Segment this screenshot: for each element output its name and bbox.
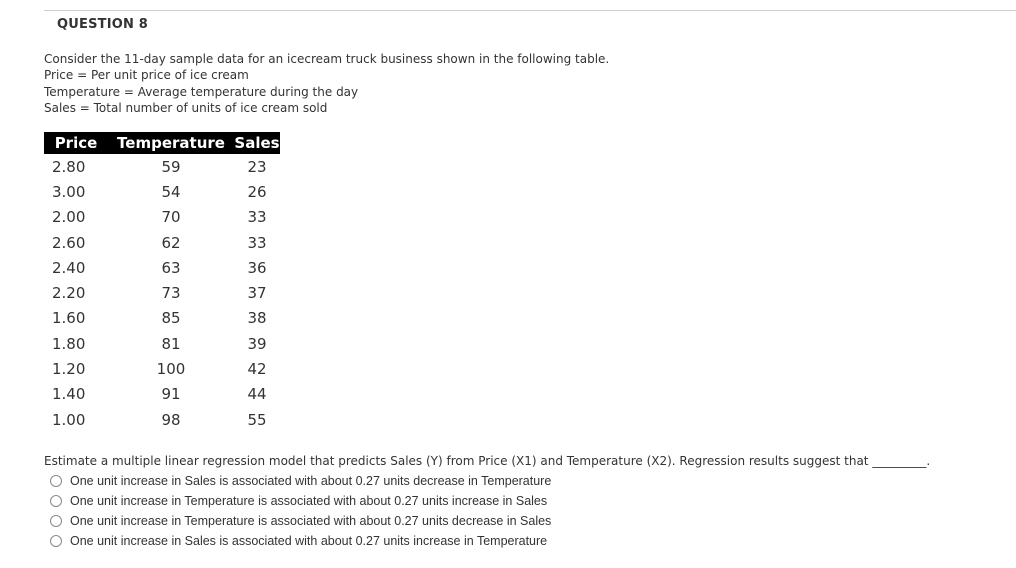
cell-price: 2.40 bbox=[52, 258, 86, 277]
cell-temperature: 98 bbox=[161, 410, 181, 429]
answer-option[interactable] bbox=[50, 511, 551, 531]
table-row bbox=[44, 382, 280, 407]
cell-sales: 44 bbox=[247, 385, 267, 404]
table-body bbox=[44, 154, 280, 432]
column-header-temperature: Temperature bbox=[108, 132, 234, 154]
cell-sales: 26 bbox=[247, 182, 267, 201]
table-row bbox=[44, 154, 280, 179]
cell-temperature: 70 bbox=[161, 208, 181, 227]
top-divider bbox=[44, 10, 1016, 11]
radio-button[interactable] bbox=[50, 495, 62, 507]
data-table bbox=[44, 132, 280, 432]
answer-option[interactable] bbox=[50, 531, 551, 551]
cell-price: 1.80 bbox=[52, 334, 86, 353]
cell-sales: 42 bbox=[247, 360, 267, 379]
table-row bbox=[44, 331, 280, 356]
radio-button[interactable] bbox=[50, 515, 62, 527]
cell-sales: 23 bbox=[247, 157, 267, 176]
cell-price: 2.80 bbox=[52, 157, 86, 176]
table-row bbox=[44, 407, 280, 432]
cell-temperature: 62 bbox=[161, 233, 181, 252]
question-prompt: Estimate a multiple linear regression model that predicts Sales (Y) from Price (X1) and Temperature (X2). Regression results suggest that _________. bbox=[44, 454, 931, 468]
table-row bbox=[44, 205, 280, 230]
cell-temperature: 85 bbox=[161, 309, 181, 328]
cell-price: 1.60 bbox=[52, 309, 86, 328]
column-header-price: Price bbox=[44, 132, 108, 154]
cell-temperature: 100 bbox=[156, 360, 186, 379]
question-title: QUESTION 8 bbox=[57, 17, 149, 32]
cell-sales: 38 bbox=[247, 309, 267, 328]
answer-option-label: One unit increase in Sales is associated with about 0.27 units increase in Temperature bbox=[70, 534, 548, 548]
cell-price: 1.40 bbox=[52, 385, 86, 404]
intro-line: Consider the 11-day sample data for an icecream truck business shown in the following table. bbox=[44, 52, 610, 66]
table-row bbox=[44, 230, 280, 255]
table-row bbox=[44, 179, 280, 204]
radio-button[interactable] bbox=[50, 475, 62, 487]
cell-price: 2.60 bbox=[52, 233, 86, 252]
cell-sales: 39 bbox=[247, 334, 267, 353]
cell-price: 2.00 bbox=[52, 208, 86, 227]
answer-option[interactable] bbox=[50, 471, 551, 491]
answer-option-label: One unit increase in Temperature is associated with about 0.27 units decrease in Sales bbox=[70, 514, 552, 528]
cell-temperature: 63 bbox=[161, 258, 181, 277]
answer-option[interactable] bbox=[50, 491, 551, 511]
cell-temperature: 91 bbox=[161, 385, 181, 404]
table-row bbox=[44, 306, 280, 331]
table-row bbox=[44, 356, 280, 381]
column-header-sales: Sales bbox=[234, 134, 280, 152]
table-row bbox=[44, 280, 280, 305]
answer-option-label: One unit increase in Sales is associated with about 0.27 units decrease in Temperature bbox=[70, 474, 552, 488]
cell-price: 3.00 bbox=[52, 182, 86, 201]
cell-temperature: 59 bbox=[161, 157, 181, 176]
cell-sales: 33 bbox=[247, 208, 267, 227]
question-intro bbox=[44, 51, 609, 116]
cell-sales: 33 bbox=[247, 233, 267, 252]
table-row bbox=[44, 255, 280, 280]
answer-option-label: One unit increase in Temperature is associated with about 0.27 units increase in Sales bbox=[70, 494, 548, 508]
answer-options bbox=[50, 471, 551, 551]
radio-button[interactable] bbox=[50, 535, 62, 547]
cell-sales: 36 bbox=[247, 258, 267, 277]
cell-temperature: 81 bbox=[161, 334, 181, 353]
intro-line: Temperature = Average temperature during the day bbox=[44, 84, 359, 99]
cell-sales: 55 bbox=[247, 410, 267, 429]
intro-line: Sales = Total number of units of ice cream sold bbox=[44, 100, 328, 115]
table-header-row bbox=[44, 132, 280, 154]
cell-price: 1.20 bbox=[52, 360, 86, 379]
cell-temperature: 73 bbox=[161, 284, 181, 303]
cell-sales: 37 bbox=[247, 284, 267, 303]
intro-line: Price = Per unit price of ice cream bbox=[44, 68, 249, 83]
cell-temperature: 54 bbox=[161, 182, 181, 201]
cell-price: 2.20 bbox=[52, 284, 86, 303]
cell-price: 1.00 bbox=[52, 410, 86, 429]
